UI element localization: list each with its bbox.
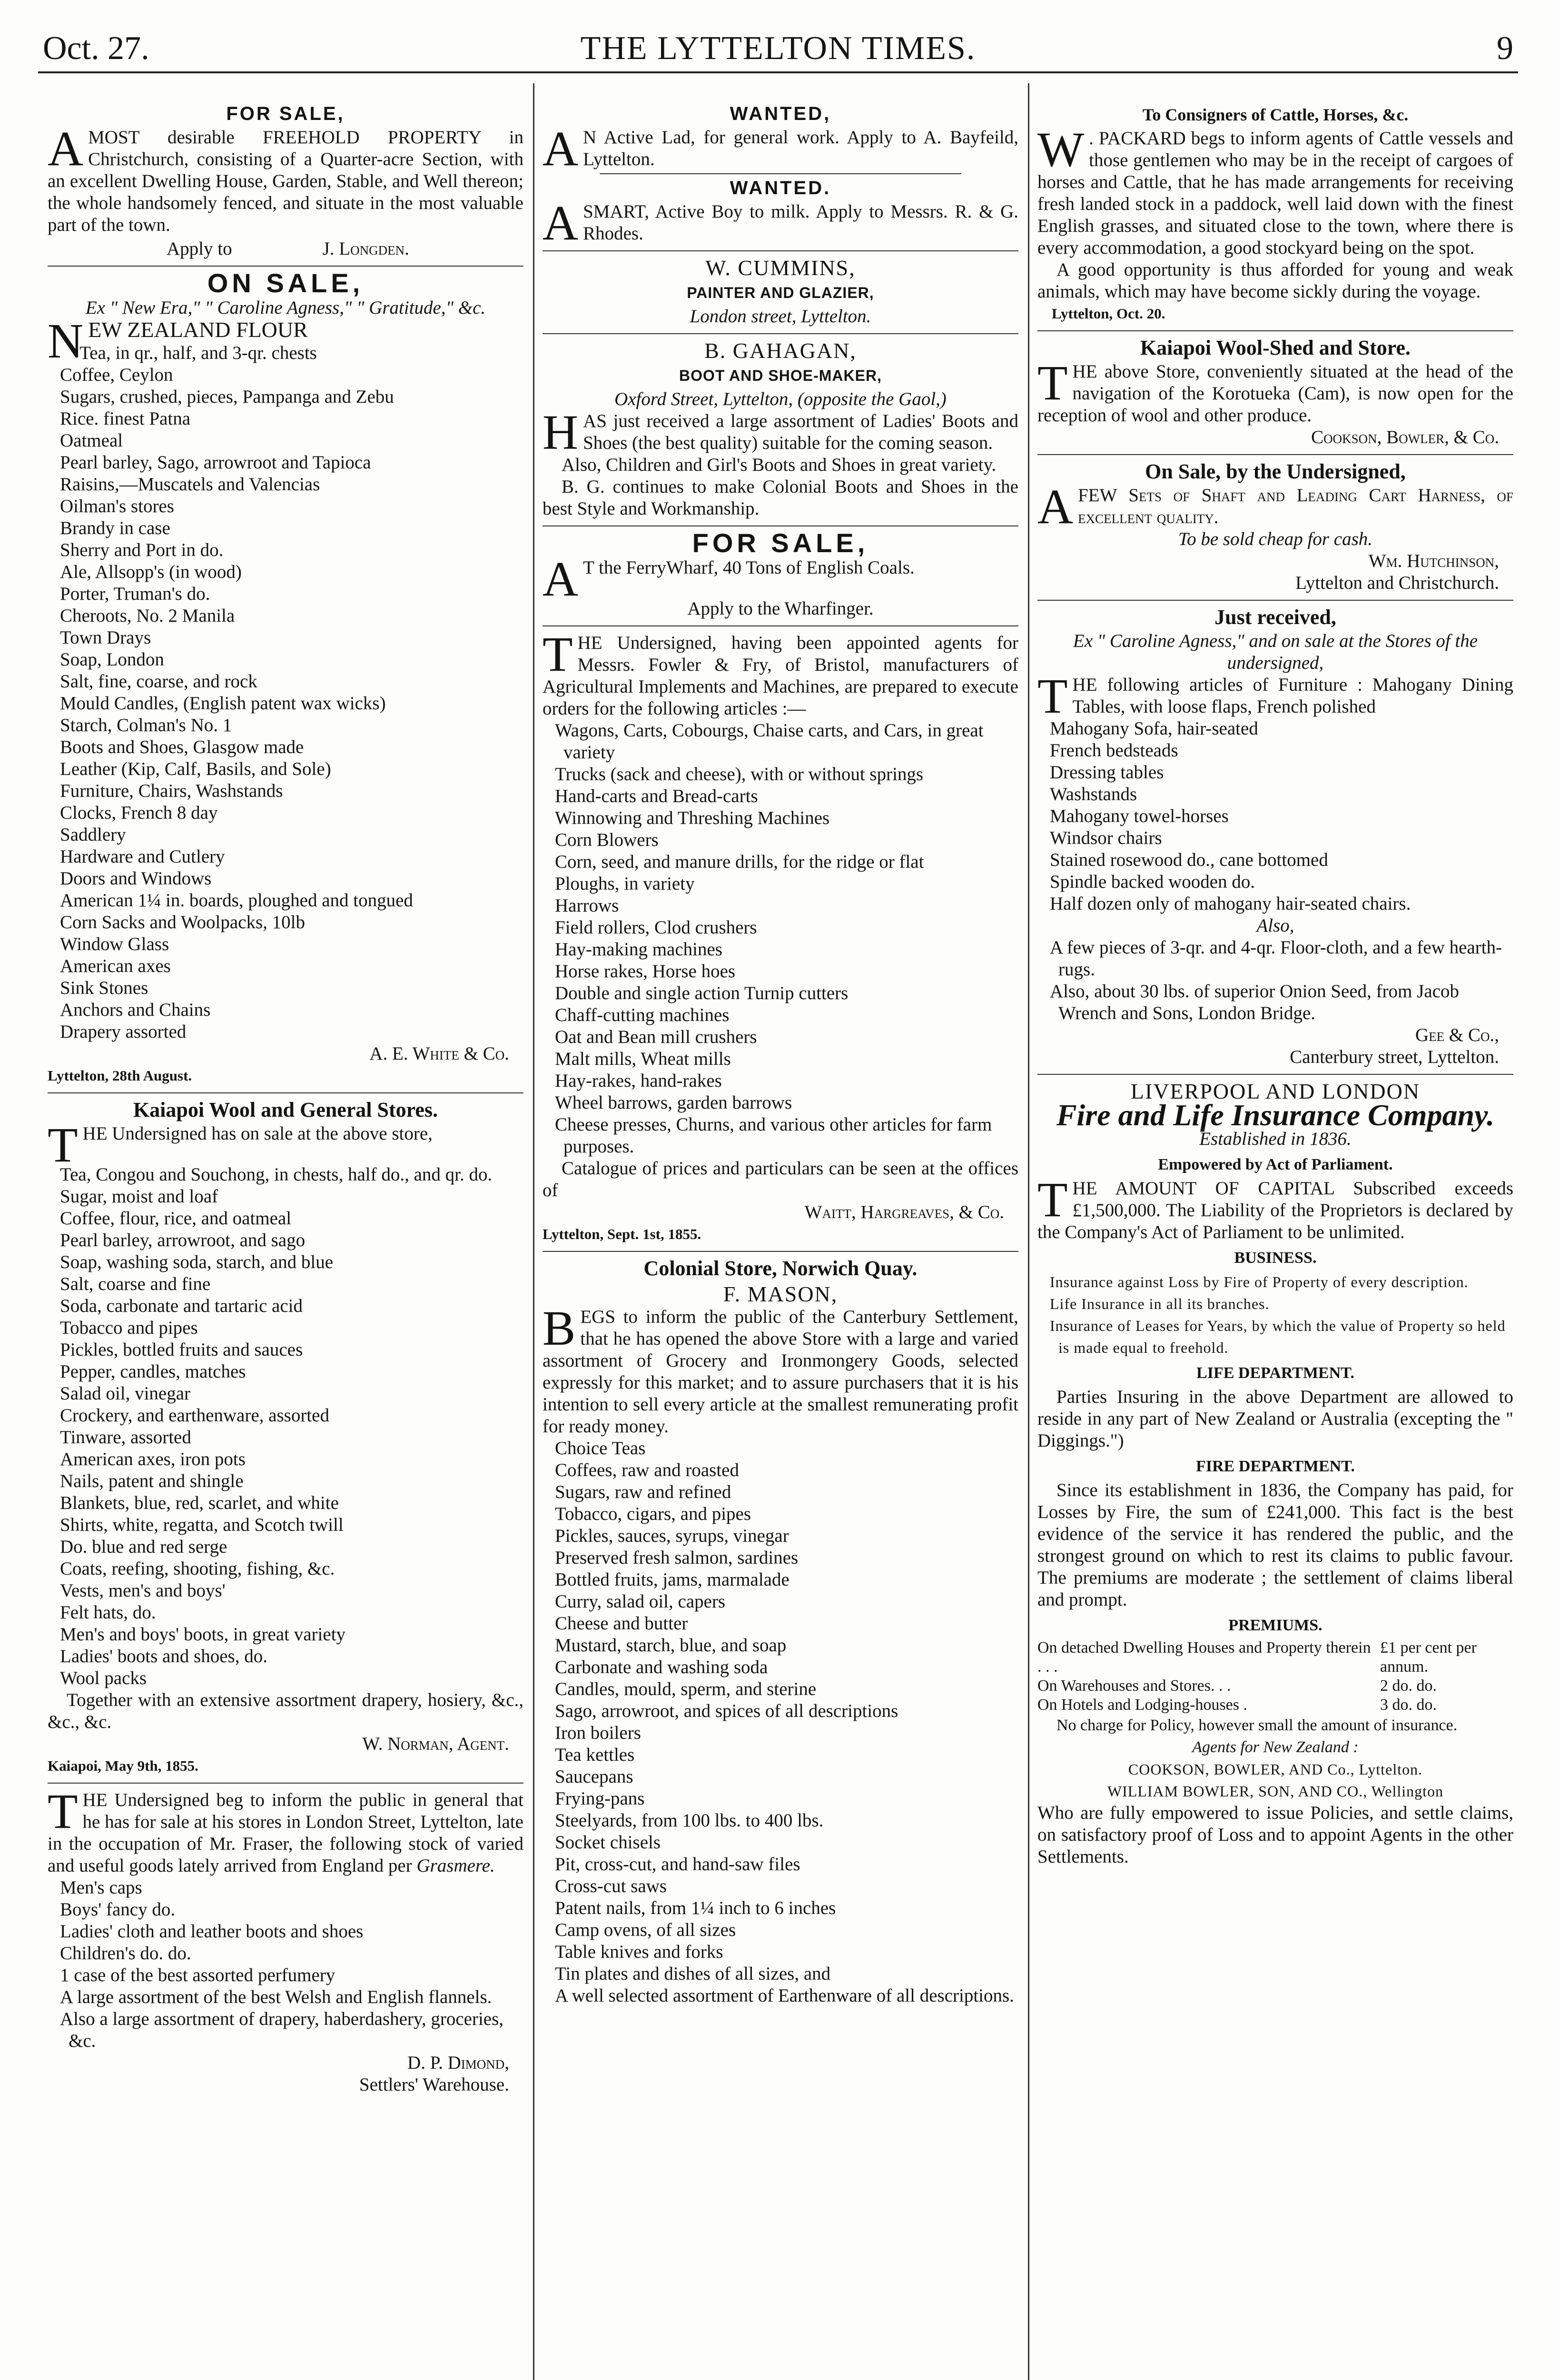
premium-rate: £1 per cent per annum. xyxy=(1380,1639,1477,1676)
ad-divider xyxy=(1037,454,1513,455)
list-item: Dressing tables xyxy=(1050,762,1164,783)
list-item: American axes, iron pots xyxy=(60,1449,246,1469)
ad-signature: J. Longden. xyxy=(322,238,409,259)
ad-divider xyxy=(543,1251,1018,1252)
ad-signature: Waitt, Hargreaves, & Co. xyxy=(804,1202,1004,1222)
agent-line: WILLIAM BOWLER, SON, AND CO., Wellington xyxy=(1107,1783,1444,1800)
list-item: Men's caps xyxy=(60,1877,142,1898)
list-item: Sink Stones xyxy=(60,978,148,998)
ad-body xyxy=(543,196,1018,250)
premium-label: On Hotels and Lodging-houses . xyxy=(1037,1696,1248,1714)
ad-divider xyxy=(48,1783,523,1784)
list-item: Pickles, bottled fruits and sauces xyxy=(60,1339,303,1360)
ad-heading: Colonial Store, Norwich Quay. xyxy=(643,1257,918,1280)
ad-heading: To Consigners of Cattle, Horses, &c. xyxy=(1142,105,1409,124)
list-item: Insurance of Leases for Years, by which the value of Property so held is made equal to freehold. xyxy=(1050,1317,1506,1356)
list-item: Frying-pans xyxy=(555,1788,645,1809)
list-item: Oat and Bean mill crushers xyxy=(555,1027,757,1047)
drop-cap: T xyxy=(1037,669,1068,724)
ad-heading: On Sale, by the Undersigned, xyxy=(1145,460,1406,483)
ad-text: Together with an extensive assortment drapery, hosiery, &c., &c., &c. xyxy=(48,1690,523,1732)
business-list xyxy=(1037,1271,1513,1359)
agent-line: COOKSON, BOWLER, AND Co., Lyttelton. xyxy=(1128,1761,1423,1778)
premium-rate: 2 do. do. xyxy=(1380,1677,1437,1695)
list-item: Table knives and forks xyxy=(555,1942,723,1962)
list-item: Pearl barley, Sago, arrowroot and Tapioca xyxy=(60,452,371,473)
list-item: Carbonate and washing soda xyxy=(555,1657,768,1677)
goods-list xyxy=(48,342,523,1043)
section-heading: LIFE DEPARTMENT. xyxy=(1196,1364,1354,1382)
ad-divider xyxy=(600,173,961,174)
list-item: Coffee, flour, rice, and oatmeal xyxy=(60,1208,292,1229)
ad-text: Who are fully empowered to issue Policies, and settle claims, on satisfactory proof of Loss and to appoint Agents in the other Settlements. xyxy=(1037,1803,1513,1867)
goods-list xyxy=(1037,718,1513,915)
list-item: Wagons, Carts, Cobourgs, Chaise carts, and Cars, in great variety xyxy=(555,720,984,763)
ad-text: HE Undersigned beg to inform the public in general that he has for sale at his stores in London Street, Lyttelton, late in the occupation of Mr. Fraser, the following stock of varied and useful goods lately arrived from England per xyxy=(48,1790,523,1876)
list-item: Salad oil, vinegar xyxy=(60,1383,191,1404)
list-item: Choice Teas xyxy=(555,1438,646,1458)
list-item: Salt, coarse and fine xyxy=(60,1274,211,1294)
drop-cap: A xyxy=(1037,479,1074,534)
list-item: Cross-cut saws xyxy=(555,1876,667,1896)
goods-list xyxy=(543,1438,1018,2007)
list-item: Oilman's stores xyxy=(60,496,174,516)
list-item: Crockery, and earthenware, assorted xyxy=(60,1405,329,1426)
ad-divider xyxy=(1037,330,1513,331)
list-item: American axes xyxy=(60,956,171,976)
premium-label: On Warehouses and Stores. . . xyxy=(1037,1677,1231,1695)
list-item: Preserved fresh salmon, sardines xyxy=(555,1547,799,1568)
list-item: Tobacco, cigars, and pipes xyxy=(555,1504,751,1524)
column-rule xyxy=(533,83,534,2380)
column-rule xyxy=(1028,83,1029,2380)
ad-signature: Lyttelton and Christchurch. xyxy=(1295,573,1499,593)
list-item: Vests, men's and boys' xyxy=(60,1580,226,1601)
ad-signature: Gee & Co., xyxy=(1415,1025,1499,1045)
list-item: Sugar, moist and loaf xyxy=(60,1186,218,1207)
list-item: Patent nails, from 1¼ inch to 6 inches xyxy=(555,1898,836,1918)
drop-cap: T xyxy=(543,627,573,682)
section-heading: FIRE DEPARTMENT. xyxy=(1196,1458,1355,1475)
list-item: Corn Sacks and Woolpacks, 10lb xyxy=(60,912,305,932)
ad-body xyxy=(543,627,1018,720)
newspaper-title: THE LYTTELTON TIMES. xyxy=(580,30,976,67)
list-item: Mahogany Sofa, hair-seated xyxy=(1050,718,1258,739)
apply-label: Apply to the Wharfinger. xyxy=(687,598,874,619)
drop-cap: A xyxy=(543,196,579,250)
list-item: Drapery assorted xyxy=(60,1021,187,1042)
ad-text: HE following articles of Furniture : Mahogany Dining Tables, with loose flaps, French polished xyxy=(1072,674,1513,717)
ad-text: HE Undersigned has on sale at the above store, xyxy=(82,1123,433,1144)
list-item: Tin plates and dishes of all sizes, and xyxy=(555,1964,831,1984)
ad-signature: A. E. White & Co. xyxy=(369,1043,509,1064)
premium-rate: 3 do. do. xyxy=(1380,1696,1437,1714)
list-item: Doors and Windows xyxy=(60,868,212,889)
ad-divider xyxy=(48,1092,523,1093)
ad-subheading: F. MASON, xyxy=(723,1282,838,1306)
ad-heading: Just received, xyxy=(1214,605,1336,629)
ad-text: EGS to inform the public of the Canterbury Settlement, that he has opened the above Store with a large and varied assortment of Grocery and Ironmongery Goods, selected expressly for this market; and to assure purchasers that it is his intention to sell every article at the smallest remunerating profit for ready money. xyxy=(543,1307,1018,1437)
ad-signature: Cookson, Bowler, & Co. xyxy=(1311,427,1499,447)
list-item: Starch, Colman's No. 1 xyxy=(60,715,232,735)
ad-body xyxy=(1037,1172,1513,1243)
ad-subheading: PAINTER AND GLAZIER, xyxy=(687,284,874,301)
list-item: 1 case of the best assorted perfumery xyxy=(60,1965,335,1985)
ad-body xyxy=(543,552,1018,606)
ad-body xyxy=(543,1301,1018,1438)
ad-divider xyxy=(1037,600,1513,601)
ad-date: Lyttelton, Sept. 1st, 1855. xyxy=(543,1226,701,1242)
ad-divider xyxy=(543,625,1018,626)
section-heading: BUSINESS. xyxy=(1234,1249,1317,1267)
column-1 xyxy=(48,100,523,2380)
list-item: Do. blue and red serge xyxy=(60,1537,227,1557)
ad-text: A good opportunity is thus afforded for young and weak animals, which may have become sickly during the voyage. xyxy=(1037,259,1513,302)
list-item: Also, about 30 lbs. of superior Onion Seed, from Jacob Wrench and Sons, London Bridge. xyxy=(1050,981,1460,1023)
ad-heading: FOR SALE, xyxy=(692,528,869,558)
ad-body xyxy=(1037,122,1513,259)
ad-divider xyxy=(1037,1074,1513,1075)
ad-body xyxy=(48,1118,523,1172)
list-item: Pit, cross-cut, and hand-saw files xyxy=(555,1854,800,1874)
ad-text: SMART, Active Boy to milk. Apply to Messrs. R. & G. Rhodes. xyxy=(583,201,1018,244)
ad-text: T the FerryWharf, 40 Tons of English Coals. xyxy=(583,557,915,578)
drop-cap: W xyxy=(1037,122,1085,177)
ad-date: Kaiapoi, May 9th, 1855. xyxy=(48,1757,198,1774)
drop-cap: A xyxy=(48,121,84,176)
list-item: American 1¼ in. boards, ploughed and tongued xyxy=(60,890,413,911)
issue-date: Oct. 27. xyxy=(43,30,149,67)
ship-name: Grasmere. xyxy=(416,1855,495,1876)
list-item: Ladies' boots and shoes, do. xyxy=(60,1646,267,1666)
list-item: Anchors and Chains xyxy=(60,1000,211,1020)
ad-text: B. G. continues to make Colonial Boots and Shoes in the best Style and Workmanship. xyxy=(543,476,1018,519)
ad-divider xyxy=(543,250,1018,251)
insurance-title: LIVERPOOL AND LONDON xyxy=(1130,1079,1421,1103)
list-item: Mould Candles, (English patent wax wicks) xyxy=(60,693,386,714)
goods-list xyxy=(543,720,1018,1158)
list-item: Mustard, starch, blue, and soap xyxy=(555,1635,787,1656)
list-item: Tea kettles xyxy=(555,1745,635,1765)
ad-text: HE above Store, conveniently situated at the head of the navigation of the Korotueka (Cam), is now open for the reception of wool and other produce. xyxy=(1037,361,1513,426)
ad-heading: FOR SALE, xyxy=(226,103,345,124)
ad-heading: Kaiapoi Wool-Shed and Store. xyxy=(1140,336,1411,359)
ad-heading: W. CUMMINS, xyxy=(705,256,856,280)
ad-subheading: BOOT AND SHOE-MAKER, xyxy=(679,367,882,384)
ad-text: Catalogue of prices and particulars can be seen at the offices of xyxy=(543,1158,1018,1200)
list-item: Wheel barrows, garden barrows xyxy=(555,1092,792,1113)
list-item: Salt, fine, coarse, and rock xyxy=(60,671,257,692)
list-item: Men's and boys' boots, in great variety xyxy=(60,1624,346,1645)
list-item: Sago, arrowroot, and spices of all descriptions xyxy=(555,1701,898,1721)
list-item: Sherry and Port in do. xyxy=(60,540,224,560)
list-item: Soap, London xyxy=(60,649,164,670)
ad-heading: Kaiapoi Wool and General Stores. xyxy=(133,1098,438,1121)
apply-label: Apply to xyxy=(167,238,232,259)
ad-body xyxy=(543,405,1018,460)
list-item: Coffees, raw and roasted xyxy=(555,1460,739,1480)
list-item: Socket chisels xyxy=(555,1832,661,1853)
ad-text: Parties Insuring in the above Department are allowed to reside in any part of New Zealand or Australia (excepting the " Diggings.") xyxy=(1037,1387,1513,1451)
ad-body xyxy=(1037,669,1513,724)
list-item: Coats, reefing, shooting, fishing, &c. xyxy=(60,1558,335,1579)
list-item: Tea, in qr., half, and 3-qr. chests xyxy=(79,343,317,363)
list-item: Furniture, Chairs, Washstands xyxy=(60,781,283,801)
ad-body xyxy=(48,121,523,236)
list-item: Malt mills, Wheat mills xyxy=(555,1049,731,1069)
ad-body xyxy=(1037,479,1513,534)
ad-signature: Canterbury street, Lyttelton. xyxy=(1290,1047,1499,1067)
drop-cap: T xyxy=(48,1784,78,1839)
column-3 xyxy=(1037,100,1513,2380)
ad-text: MOST desirable FREEHOLD PROPERTY in Christchurch, consisting of a Quarter-acre Section, with an excellent Dwelling House, Garden, Stable, and Well thereon; the whole handsomely fenced, and situate in the most valuable part of the town. xyxy=(48,127,523,235)
list-item: Sugars, raw and refined xyxy=(555,1482,731,1502)
list-item: Corn Blowers xyxy=(555,830,659,850)
section-heading: PREMIUMS. xyxy=(1228,1616,1322,1634)
list-item: Clocks, French 8 day xyxy=(60,803,218,823)
drop-cap: H xyxy=(543,405,579,460)
ad-text: EW ZEALAND FLOUR xyxy=(88,317,308,342)
ad-address: Oxford Street, Lyttelton, (opposite the Gaol,) xyxy=(614,389,947,409)
list-item: Blankets, blue, red, scarlet, and white xyxy=(60,1493,339,1513)
list-item: Brandy in case xyxy=(60,518,170,538)
ad-signature: Wm. Hutchinson, xyxy=(1368,551,1499,571)
list-item: Ladies' cloth and leather boots and shoes xyxy=(60,1921,364,1942)
list-item: Chaff-cutting machines xyxy=(555,1005,730,1025)
list-item: Windsor chairs xyxy=(1050,828,1162,848)
insurance-company-name: Fire and Life Insurance Company. xyxy=(1056,1098,1495,1132)
ad-body xyxy=(48,1784,523,1877)
ad-text: HE Undersigned, having been appointed agents for Messrs. Fowler & Fry, of Bristol, manufacturers of Agricultural Implements and Machines, are prepared to execute orders for the following articles :— xyxy=(543,633,1018,719)
ad-divider xyxy=(543,333,1018,334)
masthead-rule xyxy=(38,71,1518,73)
ad-text: FEW Sets of Shaft and Leading Cart Harness, of excellent quality. xyxy=(1078,485,1513,527)
ad-text: AS just received a large assortment of Ladies' Boots and Shoes (the best quality) suitable for the coming season. xyxy=(583,411,1018,453)
list-item: Double and single action Turnip cutters xyxy=(555,983,849,1003)
premium-row xyxy=(1037,1638,1513,1676)
list-item: Leather (Kip, Calf, Basils, and Sole) xyxy=(60,759,331,779)
list-item: Boys' fancy do. xyxy=(60,1899,176,1920)
ad-body xyxy=(1037,356,1513,426)
ad-heading: B. GAHAGAN, xyxy=(704,338,857,363)
list-item: Saucepans xyxy=(555,1766,633,1787)
drop-cap: B xyxy=(543,1301,576,1356)
list-item: Soap, washing soda, starch, and blue xyxy=(60,1252,334,1272)
list-item: Half dozen only of mahogany hair-seated chairs. xyxy=(1050,893,1411,914)
list-item: Pepper, candles, matches xyxy=(60,1361,246,1382)
list-item: Bottled fruits, jams, marmalade xyxy=(555,1569,789,1590)
ad-text: . PACKARD begs to inform agents of Cattle vessels and those gentlemen who may be in the receipt of cargoes of horses and Cattle, that he has made arrangements for receiving fresh landed stock in a paddock, well laid down with the finest English grasses, and situated close to the town, where there is every accommodation, a good stockyard being on the spot. xyxy=(1037,128,1513,258)
list-item: Candles, mould, sperm, and sterine xyxy=(555,1679,817,1699)
premium-row xyxy=(1037,1676,1513,1696)
list-item: Felt hats, do. xyxy=(60,1602,156,1623)
list-item: Cheese presses, Churns, and various other articles for farm purposes. xyxy=(555,1114,992,1157)
list-item: Ale, Allsopp's (in wood) xyxy=(60,562,242,582)
ad-heading: WANTED, xyxy=(730,103,831,124)
list-item: Winnowing and Threshing Machines xyxy=(555,808,830,828)
drop-cap: A xyxy=(543,552,579,606)
ad-signature: W. Norman, Agent. xyxy=(362,1734,509,1754)
list-item: A few pieces of 3-qr. and 4-qr. Floor-cloth, and a few hearth-rugs. xyxy=(1050,937,1502,980)
ad-text: Also, xyxy=(1256,915,1294,936)
list-item: Wool packs xyxy=(60,1668,147,1688)
goods-list xyxy=(48,1164,523,1689)
list-item: Hardware and Cutlery xyxy=(60,846,225,867)
act-line: Empowered by Act of Parliament. xyxy=(1158,1156,1393,1173)
ad-text: Also, Children and Girl's Boots and Shoes in great variety. xyxy=(562,455,997,475)
drop-cap: A xyxy=(543,121,579,176)
list-item: A well selected assortment of Earthenware of all descriptions. xyxy=(555,1985,1014,2006)
ad-signature: D. P. Dimond, xyxy=(407,2053,509,2073)
list-item: Rice. finest Patna xyxy=(60,408,191,429)
list-item: Nails, patent and shingle xyxy=(60,1471,244,1491)
column-2 xyxy=(543,100,1018,2380)
ad-address: London street, Lyttelton. xyxy=(690,306,871,327)
list-item: Spindle backed wooden do. xyxy=(1050,872,1255,892)
list-item: Children's do. do. xyxy=(60,1943,191,1964)
list-item: Porter, Truman's do. xyxy=(60,584,210,604)
list-item: Curry, salad oil, capers xyxy=(555,1591,726,1612)
ad-body xyxy=(543,121,1018,176)
list-item: Life Insurance in all its branches. xyxy=(1050,1295,1270,1312)
list-item: Boots and Shoes, Glasgow made xyxy=(60,737,304,757)
list-item: Field rollers, Clod crushers xyxy=(555,917,757,938)
page-number: 9 xyxy=(1497,30,1513,67)
masthead xyxy=(38,30,1518,72)
ad-text: N Active Lad, for general work. Apply to A. Bayfeild, Lyttelton. xyxy=(583,127,1018,169)
ad-heading: ON SALE, xyxy=(207,268,364,298)
drop-cap: T xyxy=(1037,356,1068,410)
list-item: Tobacco and pipes xyxy=(60,1318,198,1338)
list-item: Corn, seed, and manure drills, for the ridge or flat xyxy=(555,852,924,872)
list-item: Saddlery xyxy=(60,824,126,845)
ad-text: No charge for Policy, however small the amount of insurance. xyxy=(1056,1716,1458,1734)
list-item: Window Glass xyxy=(60,934,169,954)
list-item: Washstands xyxy=(1050,784,1137,804)
list-item: Horse rakes, Horse hoes xyxy=(555,961,736,982)
list-item: Pearl barley, arrowroot, and sago xyxy=(60,1230,306,1250)
list-item: Insurance against Loss by Fire of Property of every description. xyxy=(1050,1273,1469,1290)
list-item: Ploughs, in variety xyxy=(555,873,695,894)
list-item: Town Drays xyxy=(60,627,151,648)
ad-apply-line xyxy=(48,238,523,260)
goods-list xyxy=(48,1877,523,2052)
list-item: Mahogany towel-horses xyxy=(1050,806,1229,826)
established-line: Established in 1836. xyxy=(1199,1129,1352,1149)
goods-list xyxy=(1037,937,1513,1024)
ad-text: Since its establishment in 1836, the Company has paid, for Losses by Fire, the sum of £241,000. This fact is the best evidence of the service it has rendered the public, and the strongest ground on which to rest its claims to public favour. The premiums are moderate ; the settlement of claims liberal and prompt. xyxy=(1037,1480,1513,1610)
agents-heading: Agents for New Zealand : xyxy=(1192,1738,1359,1756)
list-item: Sugars, crushed, pieces, Pampanga and Zebu xyxy=(60,387,394,407)
ad-date: Lyttelton, 28th August. xyxy=(48,1067,192,1084)
list-item: Tinware, assorted xyxy=(60,1427,191,1448)
drop-cap: T xyxy=(1037,1172,1068,1227)
list-item: Raisins,—Muscatels and Valencias xyxy=(60,474,320,495)
list-item: French bedsteads xyxy=(1050,740,1178,761)
list-item: Stained rosewood do., cane bottomed xyxy=(1050,850,1328,870)
list-item: Harrows xyxy=(555,895,619,916)
list-item: Also a large assortment of drapery, haberdashery, groceries, &c. xyxy=(60,2009,504,2051)
list-item: Hand-carts and Bread-carts xyxy=(555,786,758,806)
ship-list: Ex " Caroline Agness," and on sale at the Stores of the undersigned, xyxy=(1073,631,1478,673)
ad-signature: Settlers' Warehouse. xyxy=(359,2074,509,2095)
ad-divider xyxy=(48,266,523,267)
ad-text: To be sold cheap for cash. xyxy=(1178,529,1373,549)
drop-cap: T xyxy=(48,1118,78,1172)
ad-heading: WANTED. xyxy=(730,178,831,198)
ship-list: Ex " New Era," " Caroline Agness," " Gratitude," &c. xyxy=(85,298,486,318)
list-item: Iron boilers xyxy=(555,1723,641,1743)
ad-text: HE AMOUNT OF CAPITAL Subscribed exceeds £1,500,000. The Liability of the Proprietors is declared by the Company's Act of Parliament to be unlimited. xyxy=(1037,1178,1513,1242)
list-item: Trucks (sack and cheese), with or without springs xyxy=(555,764,924,784)
list-item: Hay-making machines xyxy=(555,939,722,960)
list-item: Shirts, white, regatta, and Scotch twill xyxy=(60,1515,344,1535)
list-item: Camp ovens, of all sizes xyxy=(555,1920,736,1940)
drop-cap: N xyxy=(48,314,84,368)
list-item: Cheroots, No. 2 Manila xyxy=(60,605,235,626)
list-item: Cheese and butter xyxy=(555,1613,688,1634)
list-item: Steelyards, from 100 lbs. to 400 lbs. xyxy=(555,1810,824,1831)
list-item: Hay-rakes, hand-rakes xyxy=(555,1071,722,1091)
premiums-table xyxy=(1037,1638,1513,1715)
list-item: Coffee, Ceylon xyxy=(60,365,173,385)
list-item: Tea, Congou and Souchong, in chests, half do., and qr. do. xyxy=(60,1164,493,1185)
list-item: Oatmeal xyxy=(60,430,123,451)
list-item: A large assortment of the best Welsh and English flannels. xyxy=(60,1987,492,2007)
premium-row xyxy=(1037,1696,1513,1715)
ad-date: Lyttelton, Oct. 20. xyxy=(1052,305,1165,322)
list-item: Soda, carbonate and tartaric acid xyxy=(60,1296,303,1316)
premium-label: On detached Dwelling Houses and Property therein . . . xyxy=(1037,1639,1371,1676)
list-item: Pickles, sauces, syrups, vinegar xyxy=(555,1526,789,1546)
